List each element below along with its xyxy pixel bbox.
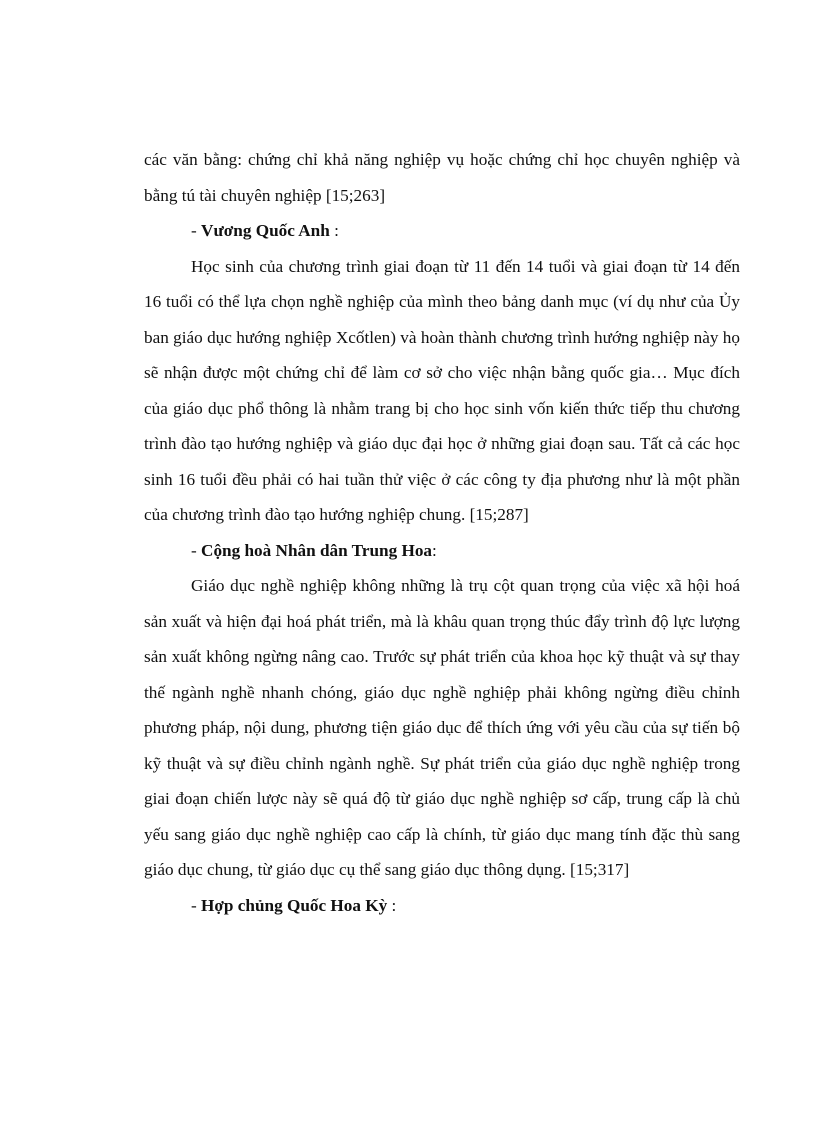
heading-prefix: - [191,540,202,560]
heading-prefix: - [191,895,202,915]
paragraph-continued: các văn bằng: chứng chỉ khả năng nghiệp vụ hoặc chứng chỉ học chuyên nghiệp và bằng tú tài chuyên nghiệp [15;263] [144,150,740,205]
section-heading-uk [144,213,740,249]
heading-title: Hợp chủng Quốc Hoa Kỳ [201,895,388,915]
heading-prefix: - [191,221,202,240]
section-heading-china [144,533,740,569]
heading-title: Cộng hoà Nhân dân Trung Hoa [201,540,433,560]
heading-suffix: : [387,895,397,915]
body-text [144,142,740,923]
heading-suffix: : [329,221,339,240]
section-heading-usa [144,888,740,924]
heading-title: Vương Quốc Anh [201,221,330,240]
paragraph-uk: Học sinh của chương trình giai đoạn từ 11 đến 14 tuổi và giai đoạn từ 14 đến 16 tuổi có thể lựa chọn nghề nghiệp của mình theo bảng danh mục (ví dụ như của Ủy ban giáo dục hướng nghiệp Xcốtlen) và hoàn thành chương trình hướng nghiệp này họ sẽ nhận được một chứng chỉ để làm cơ sở cho việc nhận bằng quốc gia… Mục đích của giáo dục phổ thông là nhằm trang bị cho học sinh vốn kiến thức tiếp thu chương trình đào tạo hướng nghiệp và giáo dục đại học ở những giai đoạn sau. Tất cả các học sinh 16 tuổi đều phải có hai tuần thử việc ở các công ty địa phương như là một phần của chương trình đào tạo hướng nghiệp chung. [15;287] [144,256,740,524]
paragraph-china: Giáo dục nghề nghiệp không những là trụ cột quan trọng của việc xã hội hoá sản xuất và hiện đại hoá phát triển, mà là khâu quan trọng thúc đẩy trình độ lực lượng sản xuất không ngừng nâng cao. Trước sự phát triển của khoa học kỹ thuật và sự thay thế ngành nghề nhanh chóng, giáo dục nghề nghiệp phải không ngừng điều chỉnh phương pháp, nội dung, phương tiện giáo dục để thích ứng với yêu cầu của sự tiến bộ kỹ thuật và sự điều chỉnh ngành nghề. Sự phát triển của giáo dục nghề nghiệp trong giai đoạn chiến lược này sẽ quá độ từ giáo dục nghề nghiệp sơ cấp, trung cấp là chủ yếu sang giáo dục nghề nghiệp cao cấp là chính, từ giáo dục mang tính đặc thù sang giáo dục chung, từ giáo dục cụ thể sang giáo dục thông dụng. [15;317] [144,576,740,879]
heading-suffix: : [432,540,437,560]
